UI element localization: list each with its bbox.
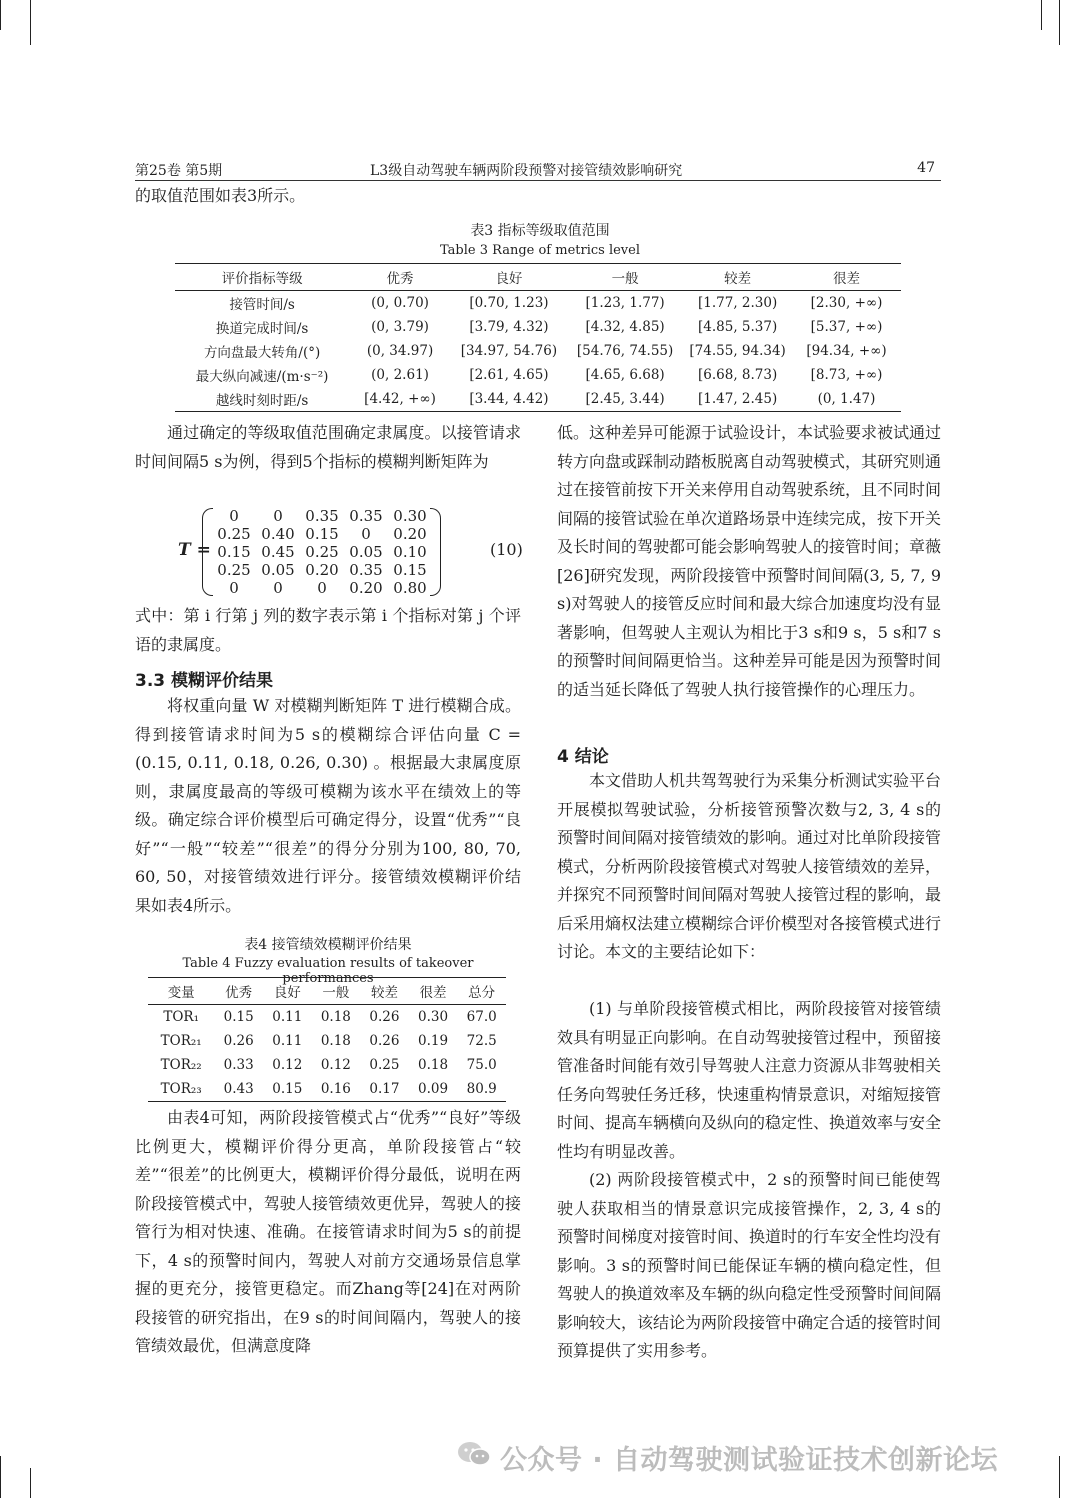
table-cell: [1.47, 2.45) <box>698 391 778 407</box>
matrix-cell: 0.40 <box>261 525 295 543</box>
table-cell: [4.42, +∞) <box>364 391 436 407</box>
table-cell: 72.5 <box>466 1033 497 1049</box>
table-cell: (0, 3.79) <box>371 319 429 335</box>
table-cell: 0.25 <box>369 1057 400 1073</box>
right-paragraph-2: 本文借助人机共驾驾驶行为采集分析测试实验平台开展模拟驾驶试验，分析接管预警次数与2, 3, 4 s的预警时间间隔对接管绩效的影响。通过对比单阶段接管模式，分析两阶段接管模式对驾驶人接管绩效的差异，并探究不同预警时间间隔对驾驶人接管过程的影响，最后采用熵权法建立模糊综合评价模型对各接管模式进行讨论。本文的主要结论如下： <box>557 771 942 961</box>
table-cell: [4.65, 6.68) <box>585 367 665 383</box>
table-cell: 0.18 <box>418 1057 449 1073</box>
matrix-cell: 0.80 <box>393 579 427 597</box>
table-cell: 80.9 <box>466 1081 497 1097</box>
matrix-cell: 0 <box>317 579 327 597</box>
table-header-cell: 较差 <box>683 264 792 291</box>
table-cell: (0, 1.47) <box>817 391 876 407</box>
table3-caption-cn: 表3 指标等级取值范围 <box>470 223 610 239</box>
table-cell: [1.23, 1.77) <box>585 295 665 311</box>
table-cell: [2.30, +∞) <box>810 295 883 311</box>
left-paragraph-3: 将权重向量 W 对模糊判断矩阵 T 进行模糊合成。得到接管请求时间为5 s的模糊综合评估向量 C =(0.15, 0.11, 0.18, 0.26, 0.30) 。根据最大隶属度原则，隶属度最高的等级可模糊为该水平在绩效上的等级。确定综合评价模型后可确定得分，设置“优秀”“良好”“一般”“较差”“很差”的得分分别为100, 80, 70, 60, 50，对接管绩效进行评分。接管绩效模糊评价结果如表4所示。 <box>135 696 521 915</box>
matrix-row <box>212 579 430 597</box>
table-cell: 0.26 <box>369 1033 400 1049</box>
table-header-cell: 很差 <box>792 264 901 291</box>
table-cell: 越线时刻时距/s <box>215 393 309 409</box>
table-cell: 0.12 <box>320 1057 351 1073</box>
table-cell: 0.12 <box>272 1057 303 1073</box>
table-row <box>175 339 901 363</box>
table-header-cell: 总分 <box>457 978 506 1005</box>
crop-mark <box>1041 0 1042 30</box>
watermark-text: 公众号 · 自动驾驶测试验证技术创新论坛 <box>500 1445 999 1476</box>
crop-mark <box>0 1456 1 1498</box>
matrix-cell: 0.30 <box>393 507 427 525</box>
section-heading-4: 4 结论 <box>557 747 609 767</box>
intro-line: 的取值范围如表3所示。 <box>135 186 306 205</box>
table-cell: TOR₂₁ <box>160 1033 202 1049</box>
table4 <box>148 977 506 1102</box>
matrix-cell: 0.15 <box>393 561 427 579</box>
left-paragraph-4: 由表4可知，两阶段接管模式占“优秀”“良好”等级比例更大，模糊评价得分更高，单阶段接管占“较差”“很差”的比例更大，模糊评价得分最低，说明在两阶段接管模式中，驾驶人接管绩效更优异，驾驶人的接管行为相对快速、准确。在接管请求时间为5 s的前提下，4 s的预警时间内，驾驶人对前方交通场景信息掌握的更充分，接管更稳定。而Zhang等[24]在对两阶段接管的研究指出，在9 s的时间间隔内，驾驶人的接管绩效最优，但满意度降 <box>135 1108 521 1355</box>
table-header-cell: 良好 <box>451 264 567 291</box>
table-header-cell: 较差 <box>360 978 409 1005</box>
matrix-cell: 0.35 <box>305 507 339 525</box>
table-cell: [54.76, 74.55) <box>576 343 674 359</box>
table-cell: (0, 2.61) <box>371 367 429 383</box>
table3 <box>175 263 901 412</box>
crop-mark <box>30 0 31 45</box>
matrix-row <box>212 525 430 543</box>
table-cell: [4.32, 4.85) <box>585 319 665 335</box>
table-header-cell: 良好 <box>263 978 312 1005</box>
matrix-cell: 0 <box>361 525 371 543</box>
table-cell: 0.33 <box>223 1057 254 1073</box>
table-cell: 0.17 <box>369 1081 400 1097</box>
table-header-cell: 变量 <box>148 978 214 1005</box>
table-header-cell: 评价指标等级 <box>175 264 349 291</box>
crop-mark <box>1059 1456 1060 1498</box>
table-cell: 接管时间/s <box>229 297 295 313</box>
matrix-cell: 0.20 <box>393 525 427 543</box>
table-cell: [0.70, 1.23) <box>469 295 549 311</box>
table-row <box>148 1005 506 1030</box>
running-header <box>135 160 941 181</box>
table-cell: 换道完成时间/s <box>215 321 309 337</box>
table-row <box>148 1053 506 1077</box>
table-cell: [6.68, 8.73) <box>698 367 778 383</box>
table-cell: [3.79, 4.32) <box>469 319 549 335</box>
table-cell: 75.0 <box>466 1057 497 1073</box>
table-header-row <box>148 978 506 1005</box>
table4-caption-cn: 表4 接管绩效模糊评价结果 <box>244 937 412 953</box>
table-cell: 0.09 <box>418 1081 449 1097</box>
table-cell: 0.43 <box>223 1081 254 1097</box>
matrix-cell: 0.10 <box>393 543 427 561</box>
table-cell: 0.19 <box>418 1033 449 1049</box>
wechat-icon <box>456 1440 492 1468</box>
table-cell: [94.34, +∞) <box>806 343 887 359</box>
table-cell: [1.77, 2.30) <box>698 295 778 311</box>
table-row <box>175 363 901 387</box>
right-paragraph-4: (2) 两阶段接管模式中，2 s的预警时间已能使驾驶人获取相当的情景意识完成接管操作，2, 3, 4 s的预警时间梯度对接管时间、换道时的行车安全性均没有影响。3 s的预警时间已能保证车辆的横向稳定性，但驾驶人的换道效率及车辆的纵向稳定性受预警时间间隔影响较大，该结论为两阶段接管中确定合适的接管时间预算提供了实用参考。 <box>557 1170 942 1360</box>
matrix-cell: 0.20 <box>305 561 339 579</box>
crop-mark <box>30 1468 31 1498</box>
table-cell: 0.18 <box>320 1033 351 1049</box>
table-row <box>148 1077 506 1102</box>
table-cell: TOR₂₃ <box>160 1081 202 1097</box>
table-cell: [34.97, 54.76) <box>460 343 558 359</box>
matrix-cell: 0.05 <box>349 543 383 561</box>
page-number: 47 <box>917 160 935 176</box>
table-cell: 方向盘最大转角/(°) <box>203 345 321 361</box>
table-cell: 0.11 <box>272 1033 303 1049</box>
table-cell: [5.37, +∞) <box>810 319 883 335</box>
matrix-cell: 0.20 <box>349 579 383 597</box>
table-cell: [8.73, +∞) <box>810 367 883 383</box>
matrix-cell: 0 <box>229 579 239 597</box>
matrix-cell: 0.05 <box>261 561 295 579</box>
table-cell: [74.55, 94.34) <box>689 343 786 359</box>
matrix-cell: 0 <box>273 579 283 597</box>
matrix-cell: 0.25 <box>217 561 251 579</box>
matrix-symbol: T = <box>178 540 211 560</box>
right-paragraph-1: 低。这种差异可能源于试验设计，本试验要求被试通过转方向盘或踩制动踏板脱离自动驾驶模式，其研究则通过在接管前按下开关来停用自动驾驶系统，且不同时间间隔的接管试验在单次道路场景中连续完成，按下开关及长时间的驾驶都可能会影响驾驶人的接管时间；章薇[26]研究发现，两阶段接管中预警时间间隔(3, 5, 7, 9 s)对驾驶人的接管反应时间和最大综合加速度均没有显著影响，但驾驶人主观认为相比于3 s和9 s，5 s和7 s的预警时间间隔更恰当。这种差异可能是因为预警时间的适当延长降低了驾驶人执行接管操作的心理压力。 <box>557 423 942 699</box>
matrix-cell: 0.35 <box>349 561 383 579</box>
journal-issue: 第25卷 第5期 <box>135 163 223 179</box>
table-cell: 0.26 <box>369 1009 400 1025</box>
table-row <box>175 315 901 339</box>
table-header-cell: 优秀 <box>349 264 451 291</box>
table-header-row <box>175 264 901 291</box>
matrix-cell: 0 <box>229 507 239 525</box>
right-paragraph-3: (1) 与单阶段接管模式相比，两阶段接管对接管绩效具有明显正向影响。在自动驾驶接管过程中，预留接管准备时间能有效引导驾驶人注意力资源从非驾驶相关任务向驾驶任务迁移，快速重构情景意识，对缩短接管时间、提高车辆横向及纵向的稳定性、换道效率与安全性均有明显改善。 <box>557 999 942 1161</box>
table-cell: 0.16 <box>320 1081 351 1097</box>
matrix-cell: 0.45 <box>261 543 295 561</box>
matrix-cell: 0.15 <box>305 525 339 543</box>
table-cell: (0, 0.70) <box>371 295 429 311</box>
table-header-cell: 很差 <box>409 978 458 1005</box>
table-cell: [2.45, 3.44) <box>585 391 665 407</box>
matrix-row <box>212 507 430 525</box>
table3-caption-en: Table 3 Range of metrics level <box>440 243 640 258</box>
crop-mark <box>1059 0 1060 45</box>
matrix-cell: 0 <box>273 507 283 525</box>
table-cell: 0.15 <box>272 1081 303 1097</box>
matrix-row <box>212 543 430 561</box>
section-heading-3-3: 3.3 模糊评价结果 <box>135 671 274 691</box>
table-row <box>175 291 901 316</box>
table-cell: 0.18 <box>320 1009 351 1025</box>
matrix-cell: 0.25 <box>217 525 251 543</box>
matrix-cell: 0.15 <box>217 543 251 561</box>
matrix-cell: 0.35 <box>349 507 383 525</box>
table-cell: TOR₁ <box>163 1009 200 1025</box>
crop-mark <box>0 0 1 30</box>
table-cell: 0.30 <box>418 1009 449 1025</box>
table-cell: TOR₂₂ <box>160 1057 202 1073</box>
table-header-cell: 优秀 <box>214 978 263 1005</box>
table-cell: 0.26 <box>223 1033 254 1049</box>
left-paragraph-2: 式中：第 i 行第 j 列的数字表示第 i 个指标对第 j 个评语的隶属度。 <box>135 606 521 654</box>
matrix-row <box>212 561 430 579</box>
table-row <box>175 387 901 412</box>
table-row <box>148 1029 506 1053</box>
fuzzy-judgment-matrix <box>178 506 523 598</box>
table-header-cell: 一般 <box>312 978 361 1005</box>
table-header-cell: 一般 <box>567 264 683 291</box>
table-cell: [2.61, 4.65) <box>469 367 549 383</box>
table-cell: [3.44, 4.42) <box>469 391 549 407</box>
equation-number: (10) <box>490 540 523 559</box>
matrix-cell: 0.25 <box>305 543 339 561</box>
table-cell: 最大纵向减速/(m·s⁻²) <box>195 369 329 385</box>
table-cell: [4.85, 5.37) <box>698 319 778 335</box>
table-cell: 0.15 <box>223 1009 254 1025</box>
table4-caption-en: Table 4 Fuzzy evaluation results of takeover performances <box>182 956 474 986</box>
table-cell: 67.0 <box>466 1009 497 1025</box>
table-cell: (0, 34.97) <box>366 343 434 359</box>
table-cell: 0.11 <box>272 1009 303 1025</box>
left-paragraph-1: 通过确定的等级取值范围确定隶属度。以接管请求时间间隔5 s为例，得到5个指标的模糊判断矩阵为 <box>135 423 521 471</box>
article-title: L3级自动驾驶车辆两阶段预警对接管绩效影响研究 <box>370 163 683 179</box>
